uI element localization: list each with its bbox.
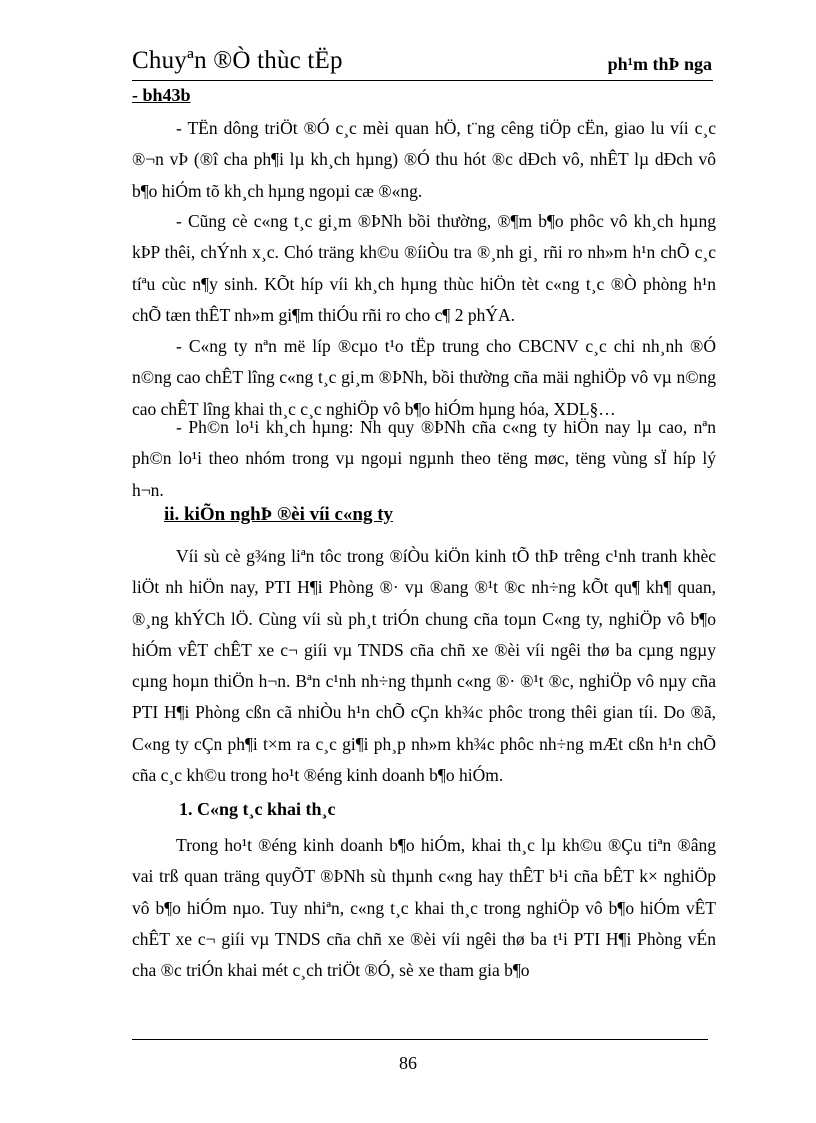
subsection-paragraph: Trong ho¹t ®éng kinh doanh b¶o hiÓm, khai th¸c lµ kh©u ®Çu tiªn ®âng vai trß quan träng quyÕT ®ÞNh sù thµnh c«ng hay thÊT b¹i cña bÊT k× nghiÖp vô b¶o hiÓm nµo. Tuy nhiªn, c«ng t¸c khai th¸c trong nghiÖp vô b¶o hiÓm vÊT chÊT xe c¬ giíi vµ TNDS cña chñ xe ®èi víi ngêi thø ba t¹i PTI H¶i Phòng vÉn cha ®c triÓn khai mét c¸ch triÖt ®Ó, sè xe tham gia b¶o	[132, 835, 716, 981]
section-heading: ii. kiÕn nghÞ ®èi víi c«ng ty	[164, 504, 394, 525]
header-author: ph¹m thÞ nga	[607, 54, 712, 74]
paragraph-1: - TËn dông triÖt ®Ó c¸c mèi quan hÖ, t¨ng cêng tiÖp cËn, giao lu víi c¸c ®¬n vÞ (®î cha ph¶i lµ kh¸ch hµng) ®Ó thu hót ®c dÐch vô, nhÊT lµ dÐch vô b¶o hiÓm tõ kh¸ch hµng ngoµi cæ ®«ng.	[132, 118, 716, 201]
paragraph-4: - Ph©n lo¹i kh¸ch hµng: Nh quy ®ÞNh cña c«ng ty hiÖn nay lµ cao, nªn ph©n lo¹i theo nhóm trong vµ ngoµi ngµnh theo tëng møc, tëng vùng sÏ híp lý h¬n.	[132, 417, 716, 500]
paragraph-2: - Cũng cè c«ng t¸c gi¸m ®ÞNh bồi thường, ®¶m b¶o phôc vô kh¸ch hµng kÞP thêi, chÝnh x¸c. Chó träng kh©u ®íiÒu tra ®¸nh gi¸ rñi ro nh»m h¹n chÕ c¸c tíªu cùc n¶y sinh. KÕt híp víi kh¸ch hµng thùc hiÖn tèt c«ng t¸c ®Ò phòng h¹n chÕ tæn thÊT nh»m gi¶m thiÓu rñi ro cho c¶ 2 phÝA.	[132, 211, 716, 325]
footer-rule	[132, 1039, 708, 1040]
paragraph-3: - C«ng ty nªn më líp ®cµo t¹o tËp trung cho CBCNV c¸c chi nh¸nh ®Ó n©ng cao chÊT lîng c«ng t¸c gi¸m ®ÞNh, bồi thường cña mäi nghiÖp vô vµ n©ng cao chÊT lîng khai th¸c c¸c nghiÖp vô b¶o hiÓm hµng hóa, XDL§…	[132, 336, 716, 419]
document-code: - bh43b	[132, 85, 191, 105]
page-number: 86	[399, 1053, 417, 1073]
subsection-heading: 1. C«ng t¸c khai th¸c	[179, 799, 336, 819]
header-title: Chuyªn ®Ò thùc tËp	[132, 47, 343, 74]
section-paragraph: Víi sù cè g¾ng liªn tôc trong ®íÒu kiÖn kinh tÕ thÞ trêng c¹nh tranh khèc liÖt nh hiÖn nay, PTI H¶i Phòng ®· vµ ®ang ®¹t ®c nh÷ng kÕt qu¶ kh¶ quan, ®¸ng khÝCh lÖ. Cùng víi sù ph¸t triÓn chung cña toµn C«ng ty, nghiÖp vô b¶o hiÓm vÊT chÊT xe c¬ giíi vµ TNDS cña chñ xe ®èi víi ngêi thø ba cµng ngµy cµng hoµn thiÖn h¬n. Bªn c¹nh nh÷ng thµnh c«ng ®· ®¹t ®c, nghiÖp vô nµy cña PTI H¶i Phòng cßn cã nhiÒu h¹n chÕ cÇn kh¾c phôc trong thêi gian tíi. Do ®ã, C«ng ty cÇn ph¶i t×m ra c¸c gi¶i ph¸p nh»m kh¾c phôc nh÷ng mÆt cßn h¹n chÕ cña c¸c kh©u trong ho¹t ®éng kinh doanh b¶o hiÓm.	[132, 546, 716, 786]
header-rule	[132, 80, 713, 81]
